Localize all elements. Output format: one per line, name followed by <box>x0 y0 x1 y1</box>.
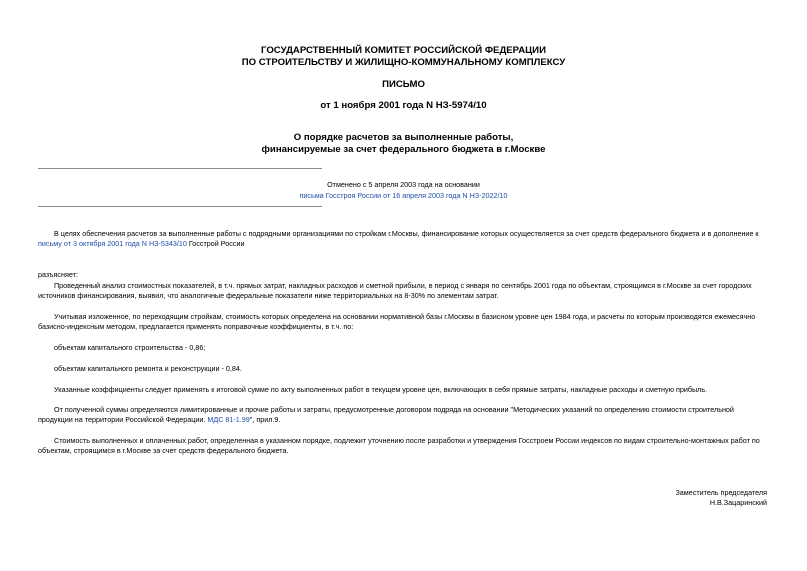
paragraph-intro <box>38 229 768 250</box>
paragraph-limited-works-text: От полученной суммы определяются лимитированные и прочие работы и затраты, предусмотренные договором подряда на основании "Методических указаний по определению стоимости строительной продукции на территории Российской Федерации. <box>38 405 734 425</box>
paragraph-intro-tail: Госстрой России <box>186 239 245 249</box>
paragraph-intro-text: В целях обеспечения расчетов за выполненные работы с подрядными организациями по стройкам г.Москвы, финансирование которых осуществляется за счет средств федерального бюджета и в дополнение к <box>54 229 759 238</box>
paragraph-limited-works-tail: ", прил.9. <box>249 415 281 425</box>
document-date-number: от 1 ноября 2001 года N НЗ-5974/10 <box>320 100 487 111</box>
org-name-line2: ПО СТРОИТЕЛЬСТВУ И ЖИЛИЩНО-КОММУНАЛЬНОМУ КОМПЛЕКСУ <box>241 57 566 68</box>
document-subject-line1: О порядке расчетов за выполненные работы, <box>293 132 514 143</box>
cancel-note: Отменено с 5 апреля 2003 года на основании <box>327 180 480 189</box>
paragraph-limited-works <box>38 405 768 426</box>
org-name-line1: ГОСУДАРСТВЕННЫЙ КОМИТЕТ РОССИЙСКОЙ ФЕДЕРАЦИИ <box>261 45 546 56</box>
signature-name: Н.В.Зацаринский <box>709 498 767 507</box>
signature-position: Заместитель председателя <box>675 488 767 497</box>
cancel-note-link[interactable]: письма Госстроя России от 16 апреля 2003 года N НЗ-2022/10 <box>299 191 508 200</box>
mds-link[interactable]: МДС 81-1.99 <box>207 415 250 425</box>
reference-letter-link[interactable]: письму от 3 октября 2001 года N НЗ-5343/10 <box>38 239 187 249</box>
coefficient-capital-construction: объектам капитального строительства - 0,86; <box>54 343 206 352</box>
bottom-divider <box>38 206 322 207</box>
paragraph-analysis: Проведенный анализ стоимостных показателей, в т.ч. прямых затрат, накладных расходов и сметной прибыли, в период с января по сентябрь 2001 года по объектам, строящимся в г.Москве за счет городских источников финансирования, выявил, что аналогичные федеральные показатели ниже территориальных на 8-30% по элементам затрат. <box>38 281 752 301</box>
document-type: ПИСЬМО <box>382 79 425 90</box>
paragraph-application: Указанные коэффициенты следует применять к итоговой сумме по акту выполненных работ в текущем уровне цен, включающих в себя прямые затраты, накладные расходы и сметную прибыль. <box>54 385 708 394</box>
paragraph-coefficients: Учитывая изложенное, по переходящим стройкам, стоимость которых определена на основании нормативной базы г.Москвы в базисном уровне цен 1984 года, и расчеты по которым производятся ежемесячно базисно-индексным методом, предлагается применять поправочные коэффициенты, в т.ч. по: <box>38 312 756 332</box>
paragraph-refinement: Стоимость выполненных и оплаченных работ, определенная в указанном порядке, подлежит уточнению после разработки и утверждения Госстроем России индексов по видам строительно-монтажных работ по объектам, строящимся в г.Москве за счет средств федерального бюджета. <box>38 436 760 456</box>
document-subject-line2: финансируемые за счет федерального бюджета в г.Москве <box>261 144 546 155</box>
coefficient-capital-repair: объектам капитального ремонта и реконструкции - 0,84. <box>54 364 242 373</box>
top-divider <box>38 168 322 169</box>
explains-label: разъясняет: <box>38 270 78 279</box>
